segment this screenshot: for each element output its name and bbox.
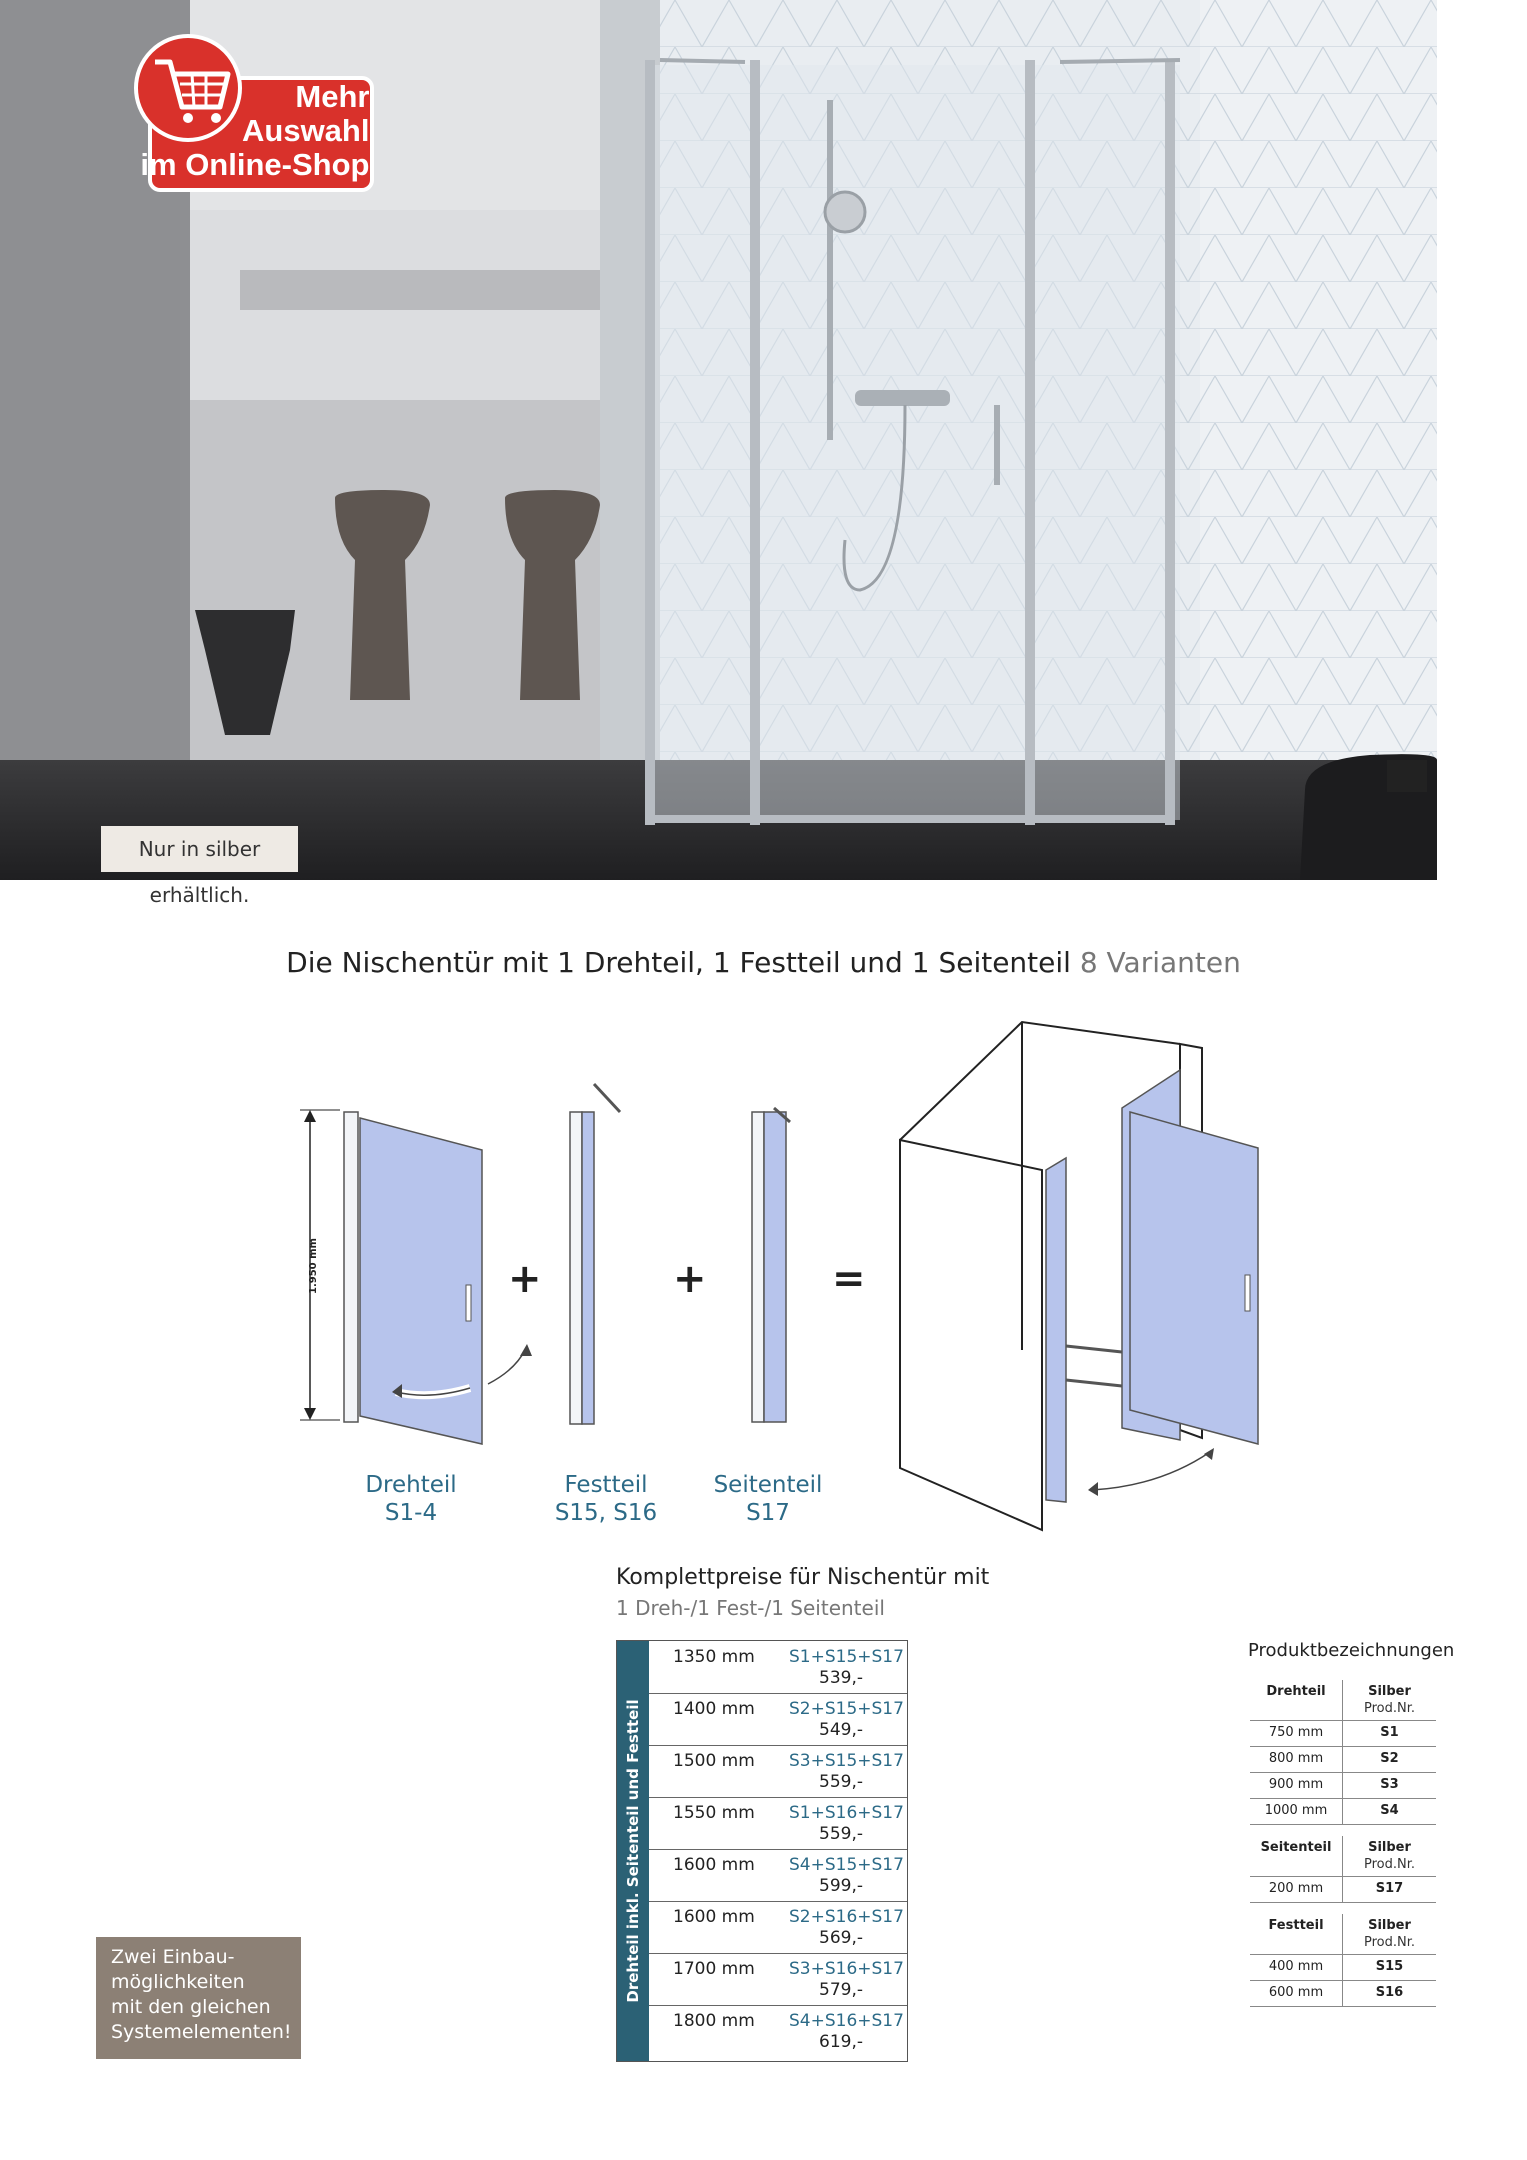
part-heading: Festteil: [1268, 1918, 1324, 1933]
part-codes: S17: [746, 1500, 790, 1526]
part-heading: Seitenteil: [1260, 1840, 1332, 1855]
festteil-panel: [570, 1084, 620, 1424]
size-cell: 900 mm: [1268, 1777, 1324, 1792]
plus-sign: +: [673, 1256, 707, 1302]
info-line: möglichkeiten: [111, 1971, 245, 1993]
code-cell: S1: [1380, 1725, 1399, 1740]
combo-cell: S4+S16+S17: [789, 2011, 904, 2031]
table-row: [1250, 1877, 1436, 1903]
assembled-shower: [900, 1022, 1258, 1530]
color-heading: Silber: [1368, 1684, 1411, 1699]
table-row: [1250, 1747, 1436, 1773]
table-row: [649, 1797, 907, 1850]
code-cell: S15: [1375, 1959, 1404, 1974]
width-cell: 1350 mm: [673, 1647, 755, 1667]
table-header: [1250, 1914, 1436, 1955]
badge-line: im Online-Shop: [140, 147, 370, 182]
part-codes: S1-4: [384, 1500, 438, 1526]
prodnr-heading: Prod.Nr.: [1363, 1857, 1416, 1872]
width-cell: 1800 mm: [673, 2011, 755, 2031]
width-cell: 1600 mm: [673, 1855, 755, 1875]
part-label-festteil: [526, 1471, 686, 1527]
product-table-drehteil: [1250, 1680, 1436, 1825]
prodnr-heading: Prod.Nr.: [1363, 1701, 1416, 1716]
info-line: mit den gleichen: [111, 1996, 271, 2018]
part-label-drehteil: [331, 1471, 491, 1527]
color-heading: Silber: [1368, 1840, 1411, 1855]
price-cell: 559,-: [819, 1824, 863, 1844]
part-name: Drehteil: [365, 1472, 457, 1498]
combo-cell: S3+S16+S17: [789, 1959, 904, 1979]
combo-cell: S2+S15+S17: [789, 1699, 904, 1719]
price-cell: 539,-: [819, 1668, 863, 1688]
combo-cell: S2+S16+S17: [789, 1907, 904, 1927]
part-heading: Drehteil: [1266, 1684, 1326, 1699]
width-cell: 1550 mm: [673, 1803, 755, 1823]
title-text: Die Nischentür mit 1 Drehteil, 1 Festteil und 1 Seitenteil: [286, 946, 1071, 979]
price-cell: 599,-: [819, 1876, 863, 1896]
price-cell: 569,-: [819, 1928, 863, 1948]
combo-cell: S3+S15+S17: [789, 1751, 904, 1771]
sidebar-label: Drehteil inkl. Seitenteil und Festteil: [624, 1699, 642, 2003]
price-table-sidebar: [617, 1641, 649, 2061]
price-table: [616, 1640, 908, 2062]
color-heading: Silber: [1368, 1918, 1411, 1933]
price-table-subtitle: 1 Dreh-/1 Fest-/1 Seitenteil: [616, 1596, 885, 1620]
price-table-title: Komplettpreise für Nischentür mit: [616, 1565, 990, 1590]
width-cell: 1400 mm: [673, 1699, 755, 1719]
table-row: [649, 1745, 907, 1798]
price-cell: 549,-: [819, 1720, 863, 1740]
size-cell: 200 mm: [1268, 1881, 1324, 1896]
table-row: [1250, 1773, 1436, 1799]
table-row: [649, 1953, 907, 2006]
size-cell: 800 mm: [1268, 1751, 1324, 1766]
info-line: Systemelementen!: [111, 2021, 292, 2043]
price-cell: 579,-: [819, 1980, 863, 2000]
silver-note: Nur in silber erhältlich.: [101, 826, 298, 872]
price-cell: 619,-: [819, 2032, 863, 2052]
code-cell: S4: [1380, 1803, 1399, 1818]
seitenteil-panel: [752, 1108, 790, 1422]
product-table-festteil: [1250, 1914, 1436, 2007]
prodnr-heading: Prod.Nr.: [1363, 1935, 1416, 1950]
product-designations-title: Produktbezeichnungen: [1248, 1640, 1455, 1661]
table-row: [649, 2005, 907, 2057]
width-cell: 1700 mm: [673, 1959, 755, 1979]
code-cell: S16: [1375, 1985, 1404, 2000]
part-name: Festteil: [564, 1472, 648, 1498]
combo-cell: S1+S15+S17: [789, 1647, 904, 1667]
table-row: [649, 1901, 907, 1954]
part-name: Seitenteil: [713, 1472, 823, 1498]
table-row: [1250, 1981, 1436, 2007]
part-label-seitenteil: [688, 1471, 848, 1527]
height-dimension: 1.950 mm: [308, 1238, 319, 1294]
badge-line: Mehr: [295, 79, 370, 114]
product-table-seitenteil: [1250, 1836, 1436, 1903]
width-cell: 1500 mm: [673, 1751, 755, 1771]
size-cell: 400 mm: [1268, 1959, 1324, 1974]
code-cell: S2: [1380, 1751, 1399, 1766]
code-cell: S17: [1375, 1881, 1404, 1896]
size-cell: 750 mm: [1268, 1725, 1324, 1740]
code-cell: S3: [1380, 1777, 1399, 1792]
plus-sign: +: [508, 1256, 542, 1302]
drehteil-panel: [344, 1112, 482, 1444]
size-cell: 1000 mm: [1264, 1803, 1328, 1818]
table-row: [1250, 1799, 1436, 1825]
installation-info-box: [96, 1937, 301, 2059]
size-cell: 600 mm: [1268, 1985, 1324, 2000]
price-cell: 559,-: [819, 1772, 863, 1792]
combo-cell: S1+S16+S17: [789, 1803, 904, 1823]
equals-sign: =: [832, 1256, 866, 1302]
table-header: [1250, 1836, 1436, 1877]
table-row: [649, 1849, 907, 1902]
part-codes: S15, S16: [554, 1500, 658, 1526]
table-row: [1250, 1955, 1436, 1981]
info-line: Zwei Einbau-: [111, 1946, 235, 1968]
variants-count: 8 Varianten: [1079, 946, 1241, 979]
table-row: [649, 1641, 907, 1694]
table-row: [649, 1693, 907, 1746]
combo-cell: S4+S15+S17: [789, 1855, 904, 1875]
table-header: [1250, 1680, 1436, 1721]
width-cell: 1600 mm: [673, 1907, 755, 1927]
badge-line: Auswahl: [242, 113, 370, 148]
table-row: [1250, 1721, 1436, 1747]
